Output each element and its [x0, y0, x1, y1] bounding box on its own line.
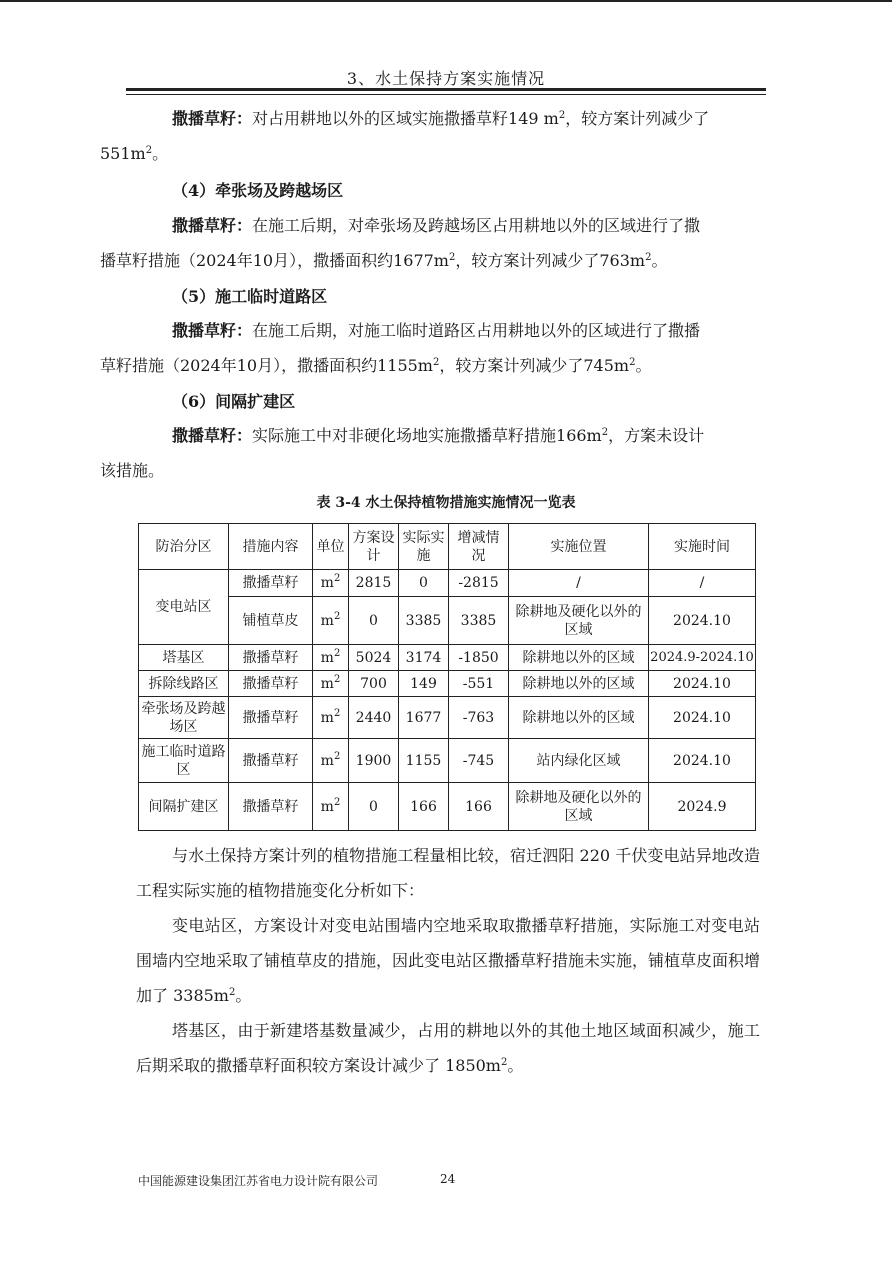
p2-text: 在施工后期，对牵张场及跨越场区占用耕地以外的区域进行了撒	[252, 216, 701, 235]
table-cell-zone: 变电站区	[139, 570, 229, 645]
substation-end: 。	[235, 986, 252, 1005]
p1-sup: 2	[558, 110, 566, 121]
table-row	[139, 671, 756, 697]
header-rule-thick	[126, 88, 766, 91]
table-cell-measure: 撒播草籽	[229, 570, 313, 597]
table-cell-actual: 3385	[399, 597, 449, 645]
p1-text2: ，较方案计列减少了	[565, 109, 710, 128]
table-cell-unit	[313, 783, 349, 831]
table-cell-actual: 149	[399, 671, 449, 697]
table-caption: 表 3-4 水土保持植物措施实施情况一览表	[316, 495, 576, 511]
table-cell-diff: 3385	[449, 597, 509, 645]
table-cell-zone: 拆除线路区	[139, 671, 229, 697]
p2-text4: 。	[651, 251, 668, 270]
p4-sup: 2	[601, 427, 609, 438]
unit-base: m	[320, 612, 334, 629]
page-number: 24	[440, 1172, 456, 1186]
running-header: 3、水土保持方案实施情况	[346, 69, 546, 88]
p3-text2: 草籽措施（2024年10月），撒播面积约1155m	[100, 356, 433, 375]
table-cell-time: 2024.10	[649, 697, 756, 739]
table-row	[139, 697, 756, 739]
table-cell-diff: -763	[449, 697, 509, 739]
table-cell-location: 除耕地以外的区域	[509, 697, 649, 739]
heading-temp-road: （5）施工临时道路区	[172, 287, 328, 306]
table-cell-location: 站内绿化区域	[509, 739, 649, 783]
tower-sup: 2	[500, 1057, 508, 1068]
substation-text: 变电站区，方案设计对变电站围墙内空地采取取撒播草籽措施，实际施工对变电站围墙内空地采取了铺植草皮的措施，因此变电站区撒播草籽措施未实施，铺植草皮面积增加了 3385m	[136, 916, 761, 1005]
paragraph-tension-field	[100, 208, 760, 278]
unit-base: m	[320, 675, 334, 692]
table-cell-unit	[313, 697, 349, 739]
unit-base: m	[320, 709, 334, 726]
table-cell-plan: 700	[349, 671, 399, 697]
p3-text4: 。	[635, 356, 652, 375]
table-header-cell: 实施位置	[509, 524, 649, 570]
table-row	[139, 597, 756, 645]
table-cell-unit	[313, 739, 349, 783]
table-cell-plan: 0	[349, 783, 399, 831]
seeding-label: 撒播草籽：	[172, 321, 253, 340]
unit-sup: 2	[333, 647, 341, 659]
unit-sup: 2	[333, 573, 341, 584]
table-cell-time: 2024.10	[649, 739, 756, 783]
p3-sup2: 2	[629, 357, 636, 368]
paragraph-bay-expansion	[100, 418, 760, 488]
p1-text4: 。	[152, 144, 169, 163]
unit-sup: 2	[333, 796, 341, 808]
paragraph-seeding-line	[100, 101, 760, 171]
table-cell-time: 2024.9-2024.10	[649, 645, 756, 671]
table-header-cell: 措施内容	[229, 524, 313, 570]
unit-sup: 2	[333, 610, 341, 622]
paragraph-temp-road	[100, 313, 760, 383]
unit-base: m	[320, 649, 334, 666]
table-cell-diff: -2815	[449, 570, 509, 597]
footer-company: 中国能源建设集团江苏省电力设计院有限公司	[138, 1174, 379, 1188]
p3-text3: ，较方案计列减少了745m	[439, 356, 630, 375]
table-row	[139, 739, 756, 783]
table-cell-measure: 铺植草皮	[229, 597, 313, 645]
table-cell-diff: -1850	[449, 645, 509, 671]
table-cell-actual: 166	[399, 783, 449, 831]
unit-base: m	[320, 575, 334, 591]
table-cell-time: 2024.10	[649, 597, 756, 645]
unit-base: m	[320, 798, 334, 815]
p3-text: 在施工后期，对施工临时道路区占用耕地以外的区域进行了撒播	[252, 321, 701, 340]
unit-sup: 2	[333, 673, 341, 685]
p1-text3: 551m	[100, 144, 146, 163]
plant-measures-table	[138, 523, 756, 831]
p2-sup2: 2	[645, 252, 652, 263]
seeding-label: 撒播草籽：	[172, 216, 253, 235]
table-cell-unit	[313, 645, 349, 671]
p3-sup: 2	[432, 357, 440, 368]
table-cell-plan: 2815	[349, 570, 399, 597]
table-cell-measure: 撒播草籽	[229, 645, 313, 671]
table-header-row	[139, 524, 756, 570]
table-row	[139, 645, 756, 671]
table-cell-plan: 0	[349, 597, 399, 645]
table-cell-location: 除耕地及硬化以外的区域	[509, 597, 649, 645]
table-cell-measure: 撒播草籽	[229, 697, 313, 739]
p4-text3: 该措施。	[100, 461, 165, 480]
tower-end: 。	[507, 1056, 524, 1075]
table-header-cell: 增减情况	[449, 524, 509, 570]
table-cell-zone: 牵张场及跨越场区	[139, 697, 229, 739]
table-cell-plan: 1900	[349, 739, 399, 783]
seeding-label: 撒播草籽：	[172, 426, 253, 445]
table-header-cell: 方案设计	[349, 524, 399, 570]
table-cell-zone: 施工临时道路区	[139, 739, 229, 783]
p4-text2: ，方案未设计	[608, 426, 705, 445]
p2-sup: 2	[448, 252, 456, 263]
table-cell-measure: 撒播草籽	[229, 739, 313, 783]
heading-bay-expansion: （6）间隔扩建区	[172, 392, 296, 411]
table-header-cell: 实际实施	[399, 524, 449, 570]
p2-text2: 播草籽措施（2024年10月），撒播面积约1677m	[100, 251, 449, 270]
heading-tension-field: （4）牵张场及跨越场区	[172, 181, 344, 200]
table-cell-measure: 撒播草籽	[229, 783, 313, 831]
table-header-cell: 实施时间	[649, 524, 756, 570]
analysis-intro: 与水土保持方案计列的植物措施工程量相比较，宿迁泗阳 220 千伏变电站异地改造工程实际实施的植物措施变化分析如下：	[136, 846, 760, 900]
table-cell-actual: 1677	[399, 697, 449, 739]
unit-base: m	[320, 752, 334, 769]
analysis-substation	[136, 908, 760, 1013]
table-header-cell: 单位	[313, 524, 349, 570]
table-row	[139, 783, 756, 831]
unit-sup: 2	[333, 750, 341, 762]
table-cell-diff: 166	[449, 783, 509, 831]
tower-text: 塔基区，由于新建塔基数量减少，占用的耕地以外的其他土地区域面积减少，施工后期采取的撒播草籽面积较方案设计减少了 1850m	[136, 1021, 760, 1075]
table-cell-zone: 塔基区	[139, 645, 229, 671]
unit-sup: 2	[333, 707, 341, 719]
p1-text: 对占用耕地以外的区域实施撒播草籽149 m	[252, 109, 559, 128]
table-cell-location: 除耕地以外的区域	[509, 671, 649, 697]
table-header-cell: 防治分区	[139, 524, 229, 570]
table-cell-location: 除耕地以外的区域	[509, 645, 649, 671]
table-cell-actual: 1155	[399, 739, 449, 783]
table-cell-diff: -745	[449, 739, 509, 783]
table-cell-plan: 5024	[349, 645, 399, 671]
table-cell-zone: 间隔扩建区	[139, 783, 229, 831]
table-cell-actual: 0	[399, 570, 449, 597]
top-border	[0, 0, 892, 2]
p4-text: 实际施工中对非硬化场地实施撒播草籽措施166m	[252, 426, 602, 445]
header-rule-thin	[126, 94, 766, 95]
seeding-label: 撒播草籽：	[172, 109, 253, 128]
table-cell-location: 除耕地及硬化以外的区域	[509, 783, 649, 831]
table-cell-location: /	[509, 570, 649, 597]
table-cell-time: 2024.9	[649, 783, 756, 831]
analysis-tower	[136, 1013, 760, 1083]
table-cell-actual: 3174	[399, 645, 449, 671]
table-cell-time: /	[649, 570, 756, 597]
table-cell-unit	[313, 597, 349, 645]
substation-sup: 2	[228, 987, 236, 998]
table-cell-time: 2024.10	[649, 671, 756, 697]
table-cell-plan: 2440	[349, 697, 399, 739]
table-cell-measure: 撒播草籽	[229, 671, 313, 697]
p2-text3: ，较方案计列减少了763m	[455, 251, 646, 270]
table-cell-unit	[313, 570, 349, 597]
table-cell-diff: -551	[449, 671, 509, 697]
table-row	[139, 570, 756, 597]
p1-sup2: 2	[145, 145, 153, 156]
table-cell-unit	[313, 671, 349, 697]
